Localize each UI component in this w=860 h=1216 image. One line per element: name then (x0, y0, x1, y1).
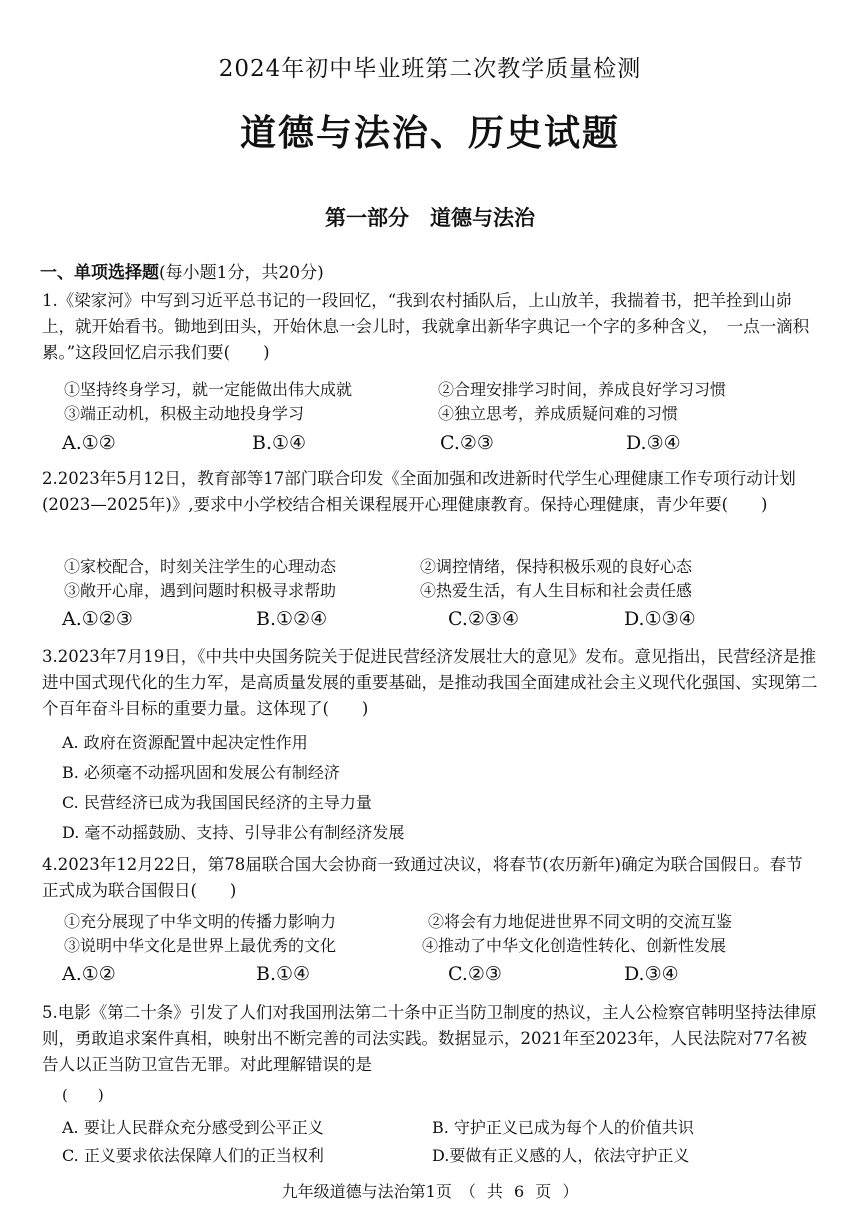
page-footer: 九年级道德与法治第1页 （ 共 6 页 ） (281, 1182, 579, 1201)
statement: ③敞开心扉，遇到问题时积极寻求帮助 (64, 581, 337, 600)
option-a: A.①② (62, 963, 116, 985)
question-1-statements (64, 378, 824, 426)
option-d: D.要做有正义感的人，依法守护正义 (432, 1146, 690, 1165)
option-b: B.①④ (252, 432, 307, 454)
section-label: 一、单项选择题 (40, 263, 159, 283)
option-b: B. 守护正义已成为每个人的价值共识 (432, 1118, 694, 1137)
statement: ②将会有力地促进世界不同文明的交流互鉴 (428, 912, 733, 931)
option-a: A.①② (62, 432, 116, 454)
statement: ②调控情绪，保持积极乐观的良好心态 (420, 557, 693, 576)
exam-title: 道德与法治、历史试题 (239, 112, 620, 154)
statement: ②合理安排学习时间，养成良好学习习惯 (438, 380, 727, 399)
question-number: 2. (42, 469, 58, 488)
statement: ③说明中华文化是世界上最优秀的文化 (64, 936, 337, 955)
question-1-options (62, 432, 822, 462)
statement: ④推动了中华文化创造性转化、创新性发展 (422, 936, 727, 955)
statement: ④独立思考，养成质疑问难的习惯 (438, 404, 679, 423)
question-2-statements (64, 555, 824, 603)
option-c: C.②③ (448, 963, 502, 985)
question-3 (42, 644, 818, 722)
option-a: A.①②③ (62, 608, 133, 630)
option-d: D.③④ (624, 963, 679, 985)
question-2-options (62, 608, 822, 638)
statement: ①坚持终身学习，就一定能做出伟大成就 (64, 380, 353, 399)
question-4-options (62, 963, 822, 993)
question-number: 3. (42, 647, 58, 666)
question-number: 1. (42, 291, 58, 310)
question-1 (42, 288, 818, 366)
statement: ①充分展现了中华文明的传播力影响力 (64, 912, 337, 931)
question-stem: 2023年7月19日，《中共中央国务院关于促进民营经济发展壮大的意见》发布。意见指出，民营经济是推进中国式现代化的生力军，是高质量发展的重要基础，是推动我国全面建成社会主义现代化强国、实现第二个百年奋斗目标的重要力量。这体现了( ) (42, 647, 818, 718)
statement: ①家校配合，时刻关注学生的心理动态 (64, 557, 337, 576)
question-stem: 2023年12月22日，第78届联合国大会协商一致通过决议，将春节(农历新年)确定为联合国假日。春节正式成为联合国假日( ) (42, 855, 803, 900)
exam-header: 2024年初中毕业班第二次教学质量检测 (218, 56, 642, 82)
option-c: C. 民营经济已成为我国国民经济的主导力量 (62, 793, 372, 812)
question-number: 4. (42, 855, 58, 874)
option-a: A. 政府在资源配置中起决定性作用 (62, 733, 308, 752)
option-b: B. 必须毫不动摇巩固和发展公有制经济 (62, 763, 340, 782)
option-d: D. 毫不动摇鼓励、支持、引导非公有制经济发展 (62, 823, 405, 842)
question-5-blank: ( ) (62, 1086, 104, 1104)
question-4-statements (64, 910, 824, 958)
part-title: 第一部分 道德与法治 (325, 206, 535, 230)
statement: ③端正动机，积极主动地投身学习 (64, 404, 305, 423)
option-d: D.①③④ (624, 608, 696, 630)
question-number: 5. (42, 1003, 58, 1022)
option-b: B.①②④ (256, 608, 328, 630)
question-stem: 《梁家河》中写到习近平总书记的一段回忆，“我到农村插队后，上山放羊，我揣着书，把羊拴到山峁上，就开始看书。锄地到田头，开始休息一会儿时，我就拿出新华字典记一个字的多种含义， 一点一滴积累。”这段回忆启示我们要( ) (42, 291, 810, 362)
question-5-options (62, 1114, 822, 1170)
section-note: (每小题1分，共20分) (159, 263, 324, 283)
section-title (40, 258, 324, 283)
question-2 (42, 466, 818, 518)
question-stem: 2023年5月12日，教育部等17部门联合印发《全面加强和改进新时代学生心理健康工作专项行动计划(2023—2025年)》,要求中小学校结合相关课程展开心理健康教育。保持心理健康，青少年要( ) (42, 469, 796, 514)
question-4 (42, 852, 818, 904)
option-b: B.①④ (256, 963, 311, 985)
option-c: C.②③④ (448, 608, 519, 630)
option-a: A. 要让人民群众充分感受到公平正义 (62, 1118, 324, 1137)
option-c: C.②③ (440, 432, 494, 454)
option-d: D.③④ (626, 432, 681, 454)
statement: ④热爱生活，有人生目标和社会责任感 (420, 581, 693, 600)
question-3-options (62, 728, 822, 848)
question-stem: 电影《第二十条》引发了人们对我国刑法第二十条中正当防卫制度的热议，主人公检察官韩明坚持法律原则，勇敢追求案件真相，映射出不断完善的司法实践。数据显示，2021年至2023年，人民法院对77名被告人以正当防卫宣告无罪。对此理解错误的是 (42, 1003, 817, 1074)
question-5 (42, 1000, 818, 1078)
option-c: C. 正义要求依法保障人们的正当权利 (62, 1146, 324, 1165)
